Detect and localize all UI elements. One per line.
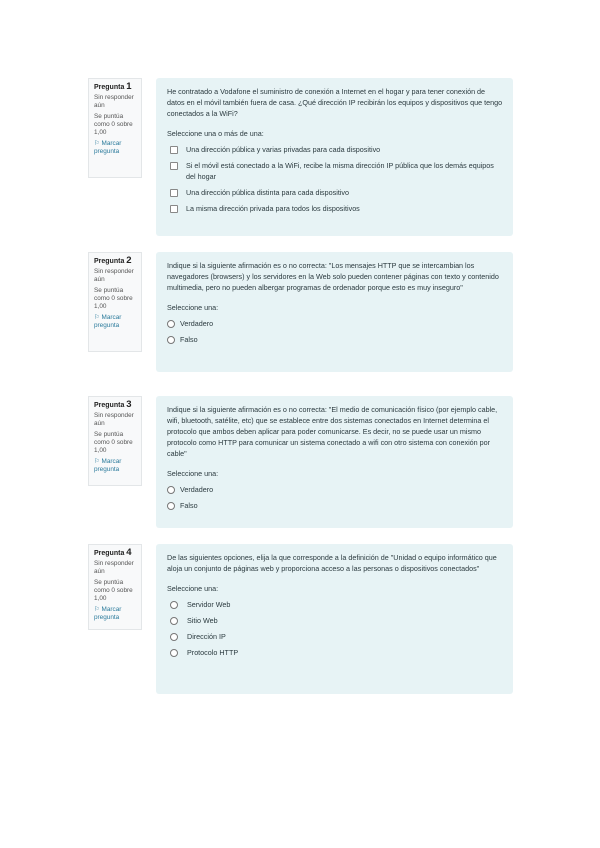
question-info [88, 252, 142, 352]
question-text: Indique si la siguiente afirmación es o no correcta: "El medio de comunicación físico (por ejemplo cable, wifi, bluetooth, satélite, etc) que se establece entre dos sistemas conectados en Internet determina el protocolo que ambos deben aplicar para poder comunicarse. Es decir, no se puede usar un mismo protocolo como HTTP para comunicar un sistema conectado a wifi con otro sistema con conexión por cable" [167, 405, 498, 458]
answer-option[interactable]: Una dirección pública distinta para cada dispositivo [167, 187, 503, 198]
question-content [156, 78, 513, 236]
answer-option[interactable]: Sitio Web [167, 615, 503, 626]
answer-option[interactable]: Verdadero [167, 318, 503, 329]
answer-option[interactable]: Si el móvil está conectado a la WiFi, recibe la misma dirección IP pública que los demás equipos del hogar [167, 160, 503, 182]
answer-prompt: Seleccione una: [167, 584, 219, 593]
question-status: Sin responder aún [94, 412, 134, 427]
answer-option[interactable]: Verdadero [167, 484, 503, 495]
radio-button[interactable] [170, 633, 178, 641]
answer-option[interactable]: Protocolo HTTP [167, 647, 503, 658]
question-score: Se puntúa como 0 sobre 1,00 [94, 579, 133, 602]
flag-icon: ⚐ [94, 140, 100, 147]
answer-option[interactable]: Dirección IP [167, 631, 503, 642]
question-info [88, 544, 142, 630]
question-text: Indique si la siguiente afirmación es o no correcta: "Los mensajes HTTP que se intercambian los navegadores (browsers) y los servidores en la Web solo pueden contener páginas con texto y contenido multimedia, pero no pueden albergar programas de ordenador porque esto es muy inseguro" [167, 261, 499, 292]
flag-question-link[interactable]: ⚐ Marcar pregunta [94, 140, 122, 155]
radio-button[interactable] [167, 502, 175, 510]
question-content [156, 396, 513, 528]
answer-option[interactable]: Servidor Web [167, 599, 503, 610]
flag-question-link[interactable]: ⚐ Marcar pregunta [94, 606, 122, 621]
radio-button[interactable] [170, 617, 178, 625]
checkbox[interactable] [170, 162, 178, 170]
question-number: Pregunta 3 [94, 399, 132, 410]
question-info [88, 78, 142, 178]
question-status: Sin responder aún [94, 560, 134, 575]
question-score: Se puntúa como 0 sobre 1,00 [94, 113, 133, 136]
answer-option[interactable]: Falso [167, 334, 503, 345]
question-content [156, 252, 513, 372]
radio-button[interactable] [167, 486, 175, 494]
question-score: Se puntúa como 0 sobre 1,00 [94, 287, 133, 310]
flag-icon: ⚐ [94, 458, 100, 465]
answer-prompt: Seleccione una: [167, 469, 219, 478]
checkbox[interactable] [170, 146, 178, 154]
checkbox[interactable] [170, 189, 178, 197]
question-number: Pregunta 4 [94, 547, 132, 558]
question-number: Pregunta 1 [94, 81, 132, 92]
radio-button[interactable] [167, 336, 175, 344]
answer-option[interactable]: Falso [167, 500, 503, 511]
flag-question-link[interactable]: ⚐ Marcar pregunta [94, 314, 122, 329]
answer-option[interactable]: Una dirección pública y varias privadas para cada dispositivo [167, 144, 503, 155]
question-content [156, 544, 513, 694]
flag-icon: ⚐ [94, 314, 100, 321]
answer-prompt: Seleccione una o más de una: [167, 129, 264, 138]
radio-button[interactable] [170, 649, 178, 657]
checkbox[interactable] [170, 205, 178, 213]
question-number: Pregunta 2 [94, 255, 132, 266]
question-status: Sin responder aún [94, 94, 134, 109]
question-score: Se puntúa como 0 sobre 1,00 [94, 431, 133, 454]
question-text: De las siguientes opciones, elija la que corresponde a la definición de "Unidad o equipo informático que aloja un conjunto de páginas web y proporciona acceso a las personas o dispositivos conectados" [167, 553, 497, 573]
answer-option[interactable]: La misma dirección privada para todos los dispositivos [167, 203, 503, 214]
question-info [88, 396, 142, 486]
radio-button[interactable] [167, 320, 175, 328]
answer-prompt: Seleccione una: [167, 303, 219, 312]
flag-question-link[interactable]: ⚐ Marcar pregunta [94, 458, 122, 473]
question-text: He contratado a Vodafone el suministro de conexión a Internet en el hogar y para tener conexión de datos en el móvil también fuera de casa. ¿Qué dirección IP recibirán los equipos y dispositivos que tengo conectados a la WiFi? [167, 87, 503, 118]
question-status: Sin responder aún [94, 268, 134, 283]
radio-button[interactable] [170, 601, 178, 609]
flag-icon: ⚐ [94, 606, 100, 613]
